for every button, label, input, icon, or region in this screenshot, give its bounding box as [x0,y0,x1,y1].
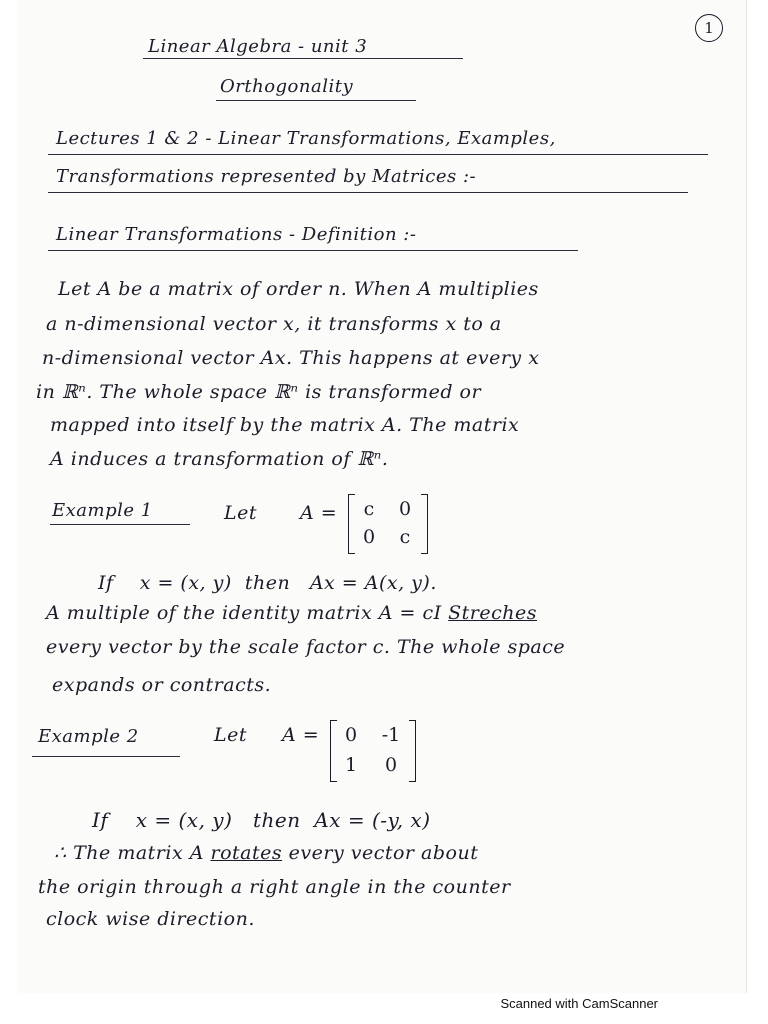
paragraph-line: in ℝⁿ. The whole space ℝⁿ is transformed or [36,381,482,403]
paragraph-line: Let A be a matrix of order n. When A multiplies [58,278,539,300]
paragraph-line: A induces a transformation of ℝⁿ. [50,448,389,470]
paragraph-line: a n-dimensional vector x, it transforms x to a [46,313,502,335]
example1-text-line2: every vector by the scale factor c. The whole space [46,636,566,658]
example2-if-line: If x = (x, y) then Ax = (-y, x) [92,808,431,832]
matrix-cell: c [399,526,411,548]
example1-emphasis: Streches [448,602,537,624]
example1-underline [50,524,190,525]
example1-matrix [348,494,428,554]
matrix-right-bracket [421,494,428,554]
example2-text-line3: clock wise direction. [46,908,255,930]
course-title-underline [143,58,463,59]
topic-title: Orthogonality [220,76,354,97]
example2-text-suffix: every vector about [282,842,479,864]
example1-label: Example 1 [52,500,153,521]
lectures-heading-underline2 [48,192,688,193]
example1-if-line: If x = (x, y) then Ax = A(x, y). [98,572,437,594]
example2-lhs: A = [282,724,320,746]
matrix-cell: 0 [344,724,358,746]
topic-title-underline [216,100,416,101]
definition-heading: Linear Transformations - Definition :- [56,224,417,245]
matrix-cell: 0 [398,498,412,520]
example1-text-line3: expands or contracts. [52,674,272,696]
example2-text-line1 [54,842,478,864]
matrix-cell: 1 [344,754,358,776]
matrix-cell: 0 [384,754,398,776]
matrix-cell: -1 [381,724,401,746]
lectures-heading-underline1 [48,154,708,155]
example2-matrix [330,720,416,782]
lectures-heading-line1: Lectures 1 & 2 - Linear Transformations, Examples, [56,128,556,149]
example2-label: Example 2 [38,726,139,747]
matrix-right-bracket [409,720,416,782]
paragraph-line: n-dimensional vector Ax. This happens at every x [42,347,540,369]
matrix-cell: 0 [362,526,376,548]
example1-lhs: A = [300,502,338,524]
course-title: Linear Algebra - unit 3 [148,36,368,57]
lectures-heading-line2: Transformations represented by Matrices :- [56,166,477,187]
example2-text-line2: the origin through a right angle in the counter [38,876,511,898]
scanner-watermark: Scanned with CamScanner [500,996,658,1011]
example2-let: Let [214,724,247,746]
example2-underline [32,756,180,757]
definition-underline [48,250,578,251]
matrix-cell: c [363,498,375,520]
example1-text: A multiple of the identity matrix A = cI [46,602,442,624]
example1-text-line1 [46,602,537,624]
paragraph-line: mapped into itself by the matrix A. The matrix [50,414,520,436]
example2-text-prefix: ∴ The matrix A [54,842,211,864]
notebook-page [18,0,747,993]
example1-let: Let [224,502,257,524]
page-number: 1 [695,14,723,42]
example2-emphasis: rotates [210,842,283,864]
